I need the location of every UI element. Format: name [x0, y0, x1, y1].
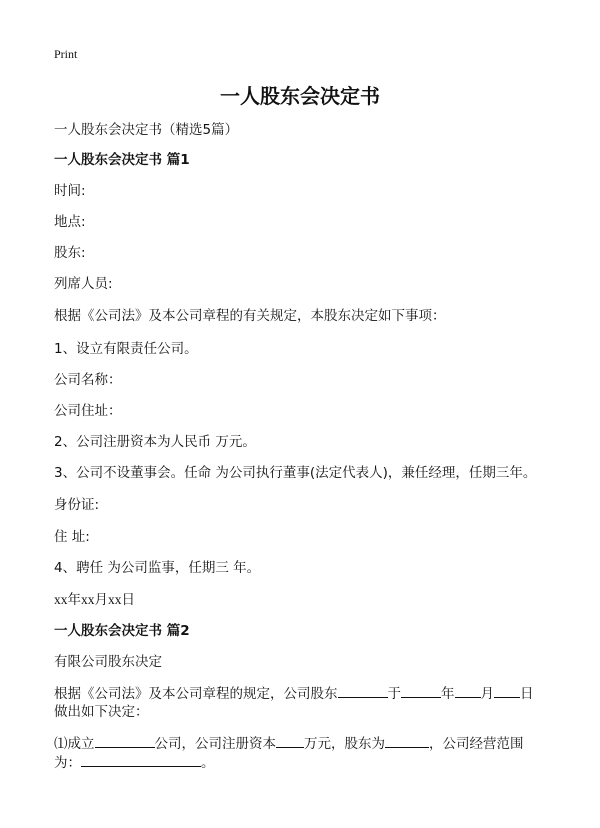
clause-text-c: 万元，股东为: [304, 736, 385, 752]
shareholder-name-blank: [385, 733, 429, 748]
business-scope-blank: [81, 752, 201, 767]
clause-text-d: ，公司经营范围: [429, 736, 524, 752]
shareholder-label: 股东:: [54, 245, 86, 261]
decision-text-b: 于: [387, 686, 401, 702]
document-title: 一人股东会决定书: [220, 84, 380, 108]
section-1-heading: 一人股东会决定书 篇1: [54, 152, 190, 168]
decision-text-c: 年: [441, 686, 455, 702]
day-blank: [494, 683, 520, 698]
clause-text-b: 公司，公司注册资本: [154, 736, 276, 752]
document-subtitle: 一人股东会决定书（精选5篇）: [54, 122, 239, 138]
month-blank: [455, 683, 481, 698]
id-label: 身份证:: [54, 497, 100, 513]
clause-text-e: 为：: [54, 755, 81, 771]
shareholder-blank: [338, 683, 388, 698]
section-2-heading: 一人股东会决定书 篇2: [54, 623, 190, 639]
date-line: xx年xx月xx日: [54, 592, 135, 607]
decision-text-d: 月: [480, 686, 494, 702]
place-label: 地点:: [54, 214, 86, 230]
time-label: 时间:: [54, 183, 86, 199]
address-label: 住 址:: [54, 529, 90, 545]
print-label: Print: [54, 47, 78, 61]
capital-blank: [276, 733, 304, 748]
section-2-subtitle: 有限公司股东决定: [54, 654, 162, 670]
company-address-label: 公司住址：: [54, 403, 122, 419]
intro-paragraph: 根据《公司法》及本公司章程的有关规定，本股东决定如下事项：: [54, 308, 446, 324]
clause-1-line-2: [54, 752, 215, 773]
item-3: 3、公司不设董事会。任命 为公司执行董事(法定代表人)，兼任经理，任期三年。: [54, 465, 537, 481]
clause-1-line-1: [54, 733, 524, 754]
decision-text-e: 日: [520, 686, 534, 702]
company-name-label: 公司名称：: [54, 372, 122, 388]
decision-line-1: [54, 683, 534, 704]
item-1: 1、设立有限责任公司。: [54, 341, 198, 357]
clause-text-a: ⑴成立: [54, 736, 95, 752]
clause-text-f: 。: [201, 755, 215, 771]
item-4: 4、聘任 为公司监事，任期三 年。: [54, 560, 261, 576]
decision-text-a: 根据《公司法》及本公司章程的规定，公司股东: [54, 686, 338, 702]
year-blank: [401, 683, 441, 698]
company-blank: [95, 733, 155, 748]
decision-line-2: 做出如下决定：: [54, 704, 149, 720]
item-2: 2、公司注册资本为人民币 万元。: [54, 434, 256, 450]
attendees-label: 列席人员:: [54, 276, 113, 292]
